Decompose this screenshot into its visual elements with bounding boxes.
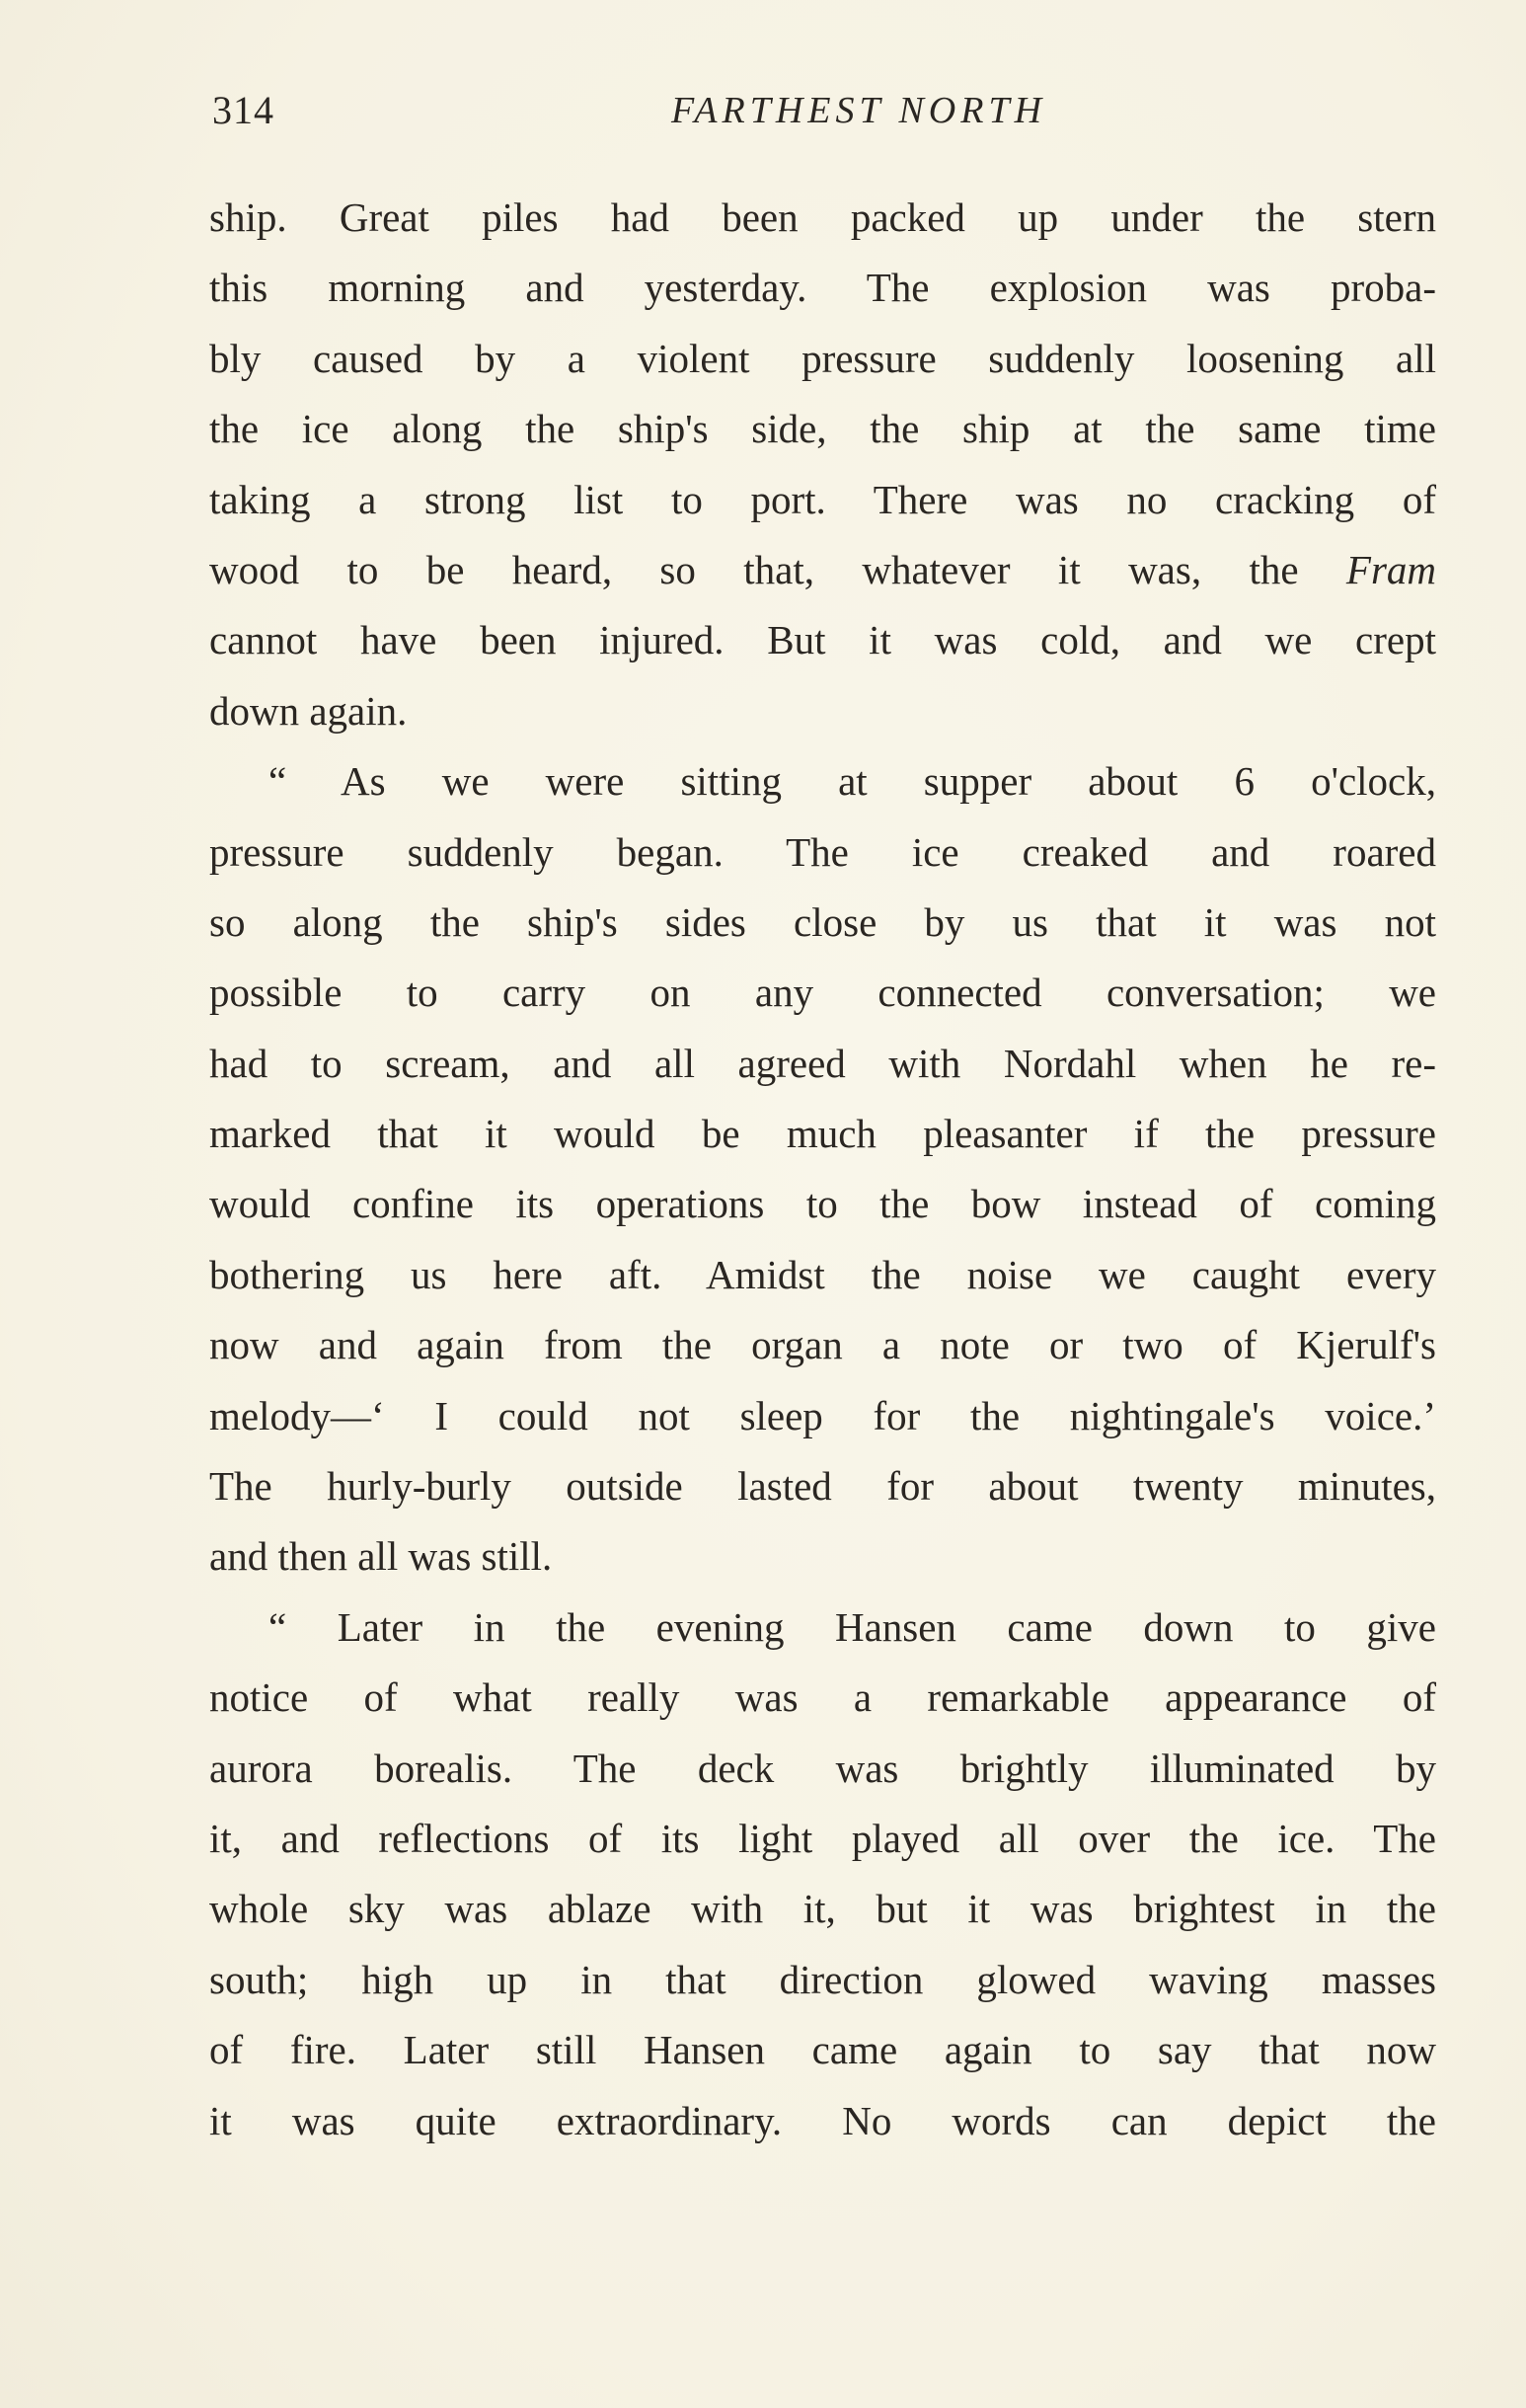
text-line: whole sky was ablaze with it, but it was brightest in the [209, 1886, 1436, 1932]
text-line: taking a strong list to port. There was no cracking of [209, 476, 1436, 522]
text-line: notice of what really was a remarkable appearance of [209, 1674, 1436, 1721]
text-line: aurora borealis. The deck was brightly illuminated by [209, 1745, 1436, 1791]
text-line: it was quite extraordinary. No words can depict the [209, 2097, 1436, 2143]
text-line: “ Later in the evening Hansen came down to give [268, 1603, 1436, 1650]
text-line: ship. Great piles had been packed up under the stern [209, 194, 1436, 240]
running-head [212, 81, 1436, 140]
text-line: so along the ship's sides close by us that it was not [209, 898, 1436, 945]
text-line: bly caused by a violent pressure suddenly loosening all [209, 335, 1436, 381]
text-line: the ice along the ship's side, the ship at the same time [209, 406, 1436, 452]
text-line: cannot have been injured. But it was cold, and we crept [209, 617, 1436, 663]
running-title: FARTHEST NORTH [670, 90, 1047, 131]
text-line: “ As we were sitting at supper about 6 o'clock, [268, 758, 1436, 805]
text-line: it, and reflections of its light played all over the ice. The [209, 1815, 1436, 1861]
text-line-segment: wood to be heard, so that, whatever it was, the [209, 546, 1299, 592]
ship-name-fram: Fram [1345, 546, 1436, 592]
text-line: marked that it would be much pleasanter if the pressure [209, 1111, 1436, 1157]
text-line: The hurly-burly outside lasted for about twenty minutes, [209, 1463, 1436, 1510]
text-line: south; high up in that direction glowed waving masses [209, 1956, 1436, 2002]
text-line: of fire. Later still Hansen came again to say that now [209, 2027, 1436, 2073]
text-line: pressure suddenly began. The ice creaked and roared [209, 828, 1436, 875]
text-line: would confine its operations to the bow instead of coming [209, 1181, 1436, 1227]
text-line: possible to carry on any connected conversation; we [209, 970, 1436, 1016]
text-line: had to scream, and all agreed with Nordahl when he re- [209, 1040, 1436, 1086]
text-line: now and again from the organ a note or two of Kjerulf's [209, 1322, 1436, 1368]
text-line: melody—‘ I could not sleep for the nightingale's voice.’ [209, 1392, 1436, 1438]
text-line-with-ship-name [209, 535, 1436, 605]
body-text [209, 183, 1436, 2156]
page-number: 314 [212, 88, 274, 132]
text-line: and then all was still. [209, 1533, 553, 1580]
text-line: this morning and yesterday. The explosion was proba- [209, 265, 1436, 311]
text-line: bothering us here aft. Amidst the noise we caught every [209, 1251, 1436, 1297]
text-line: down again. [209, 687, 408, 734]
